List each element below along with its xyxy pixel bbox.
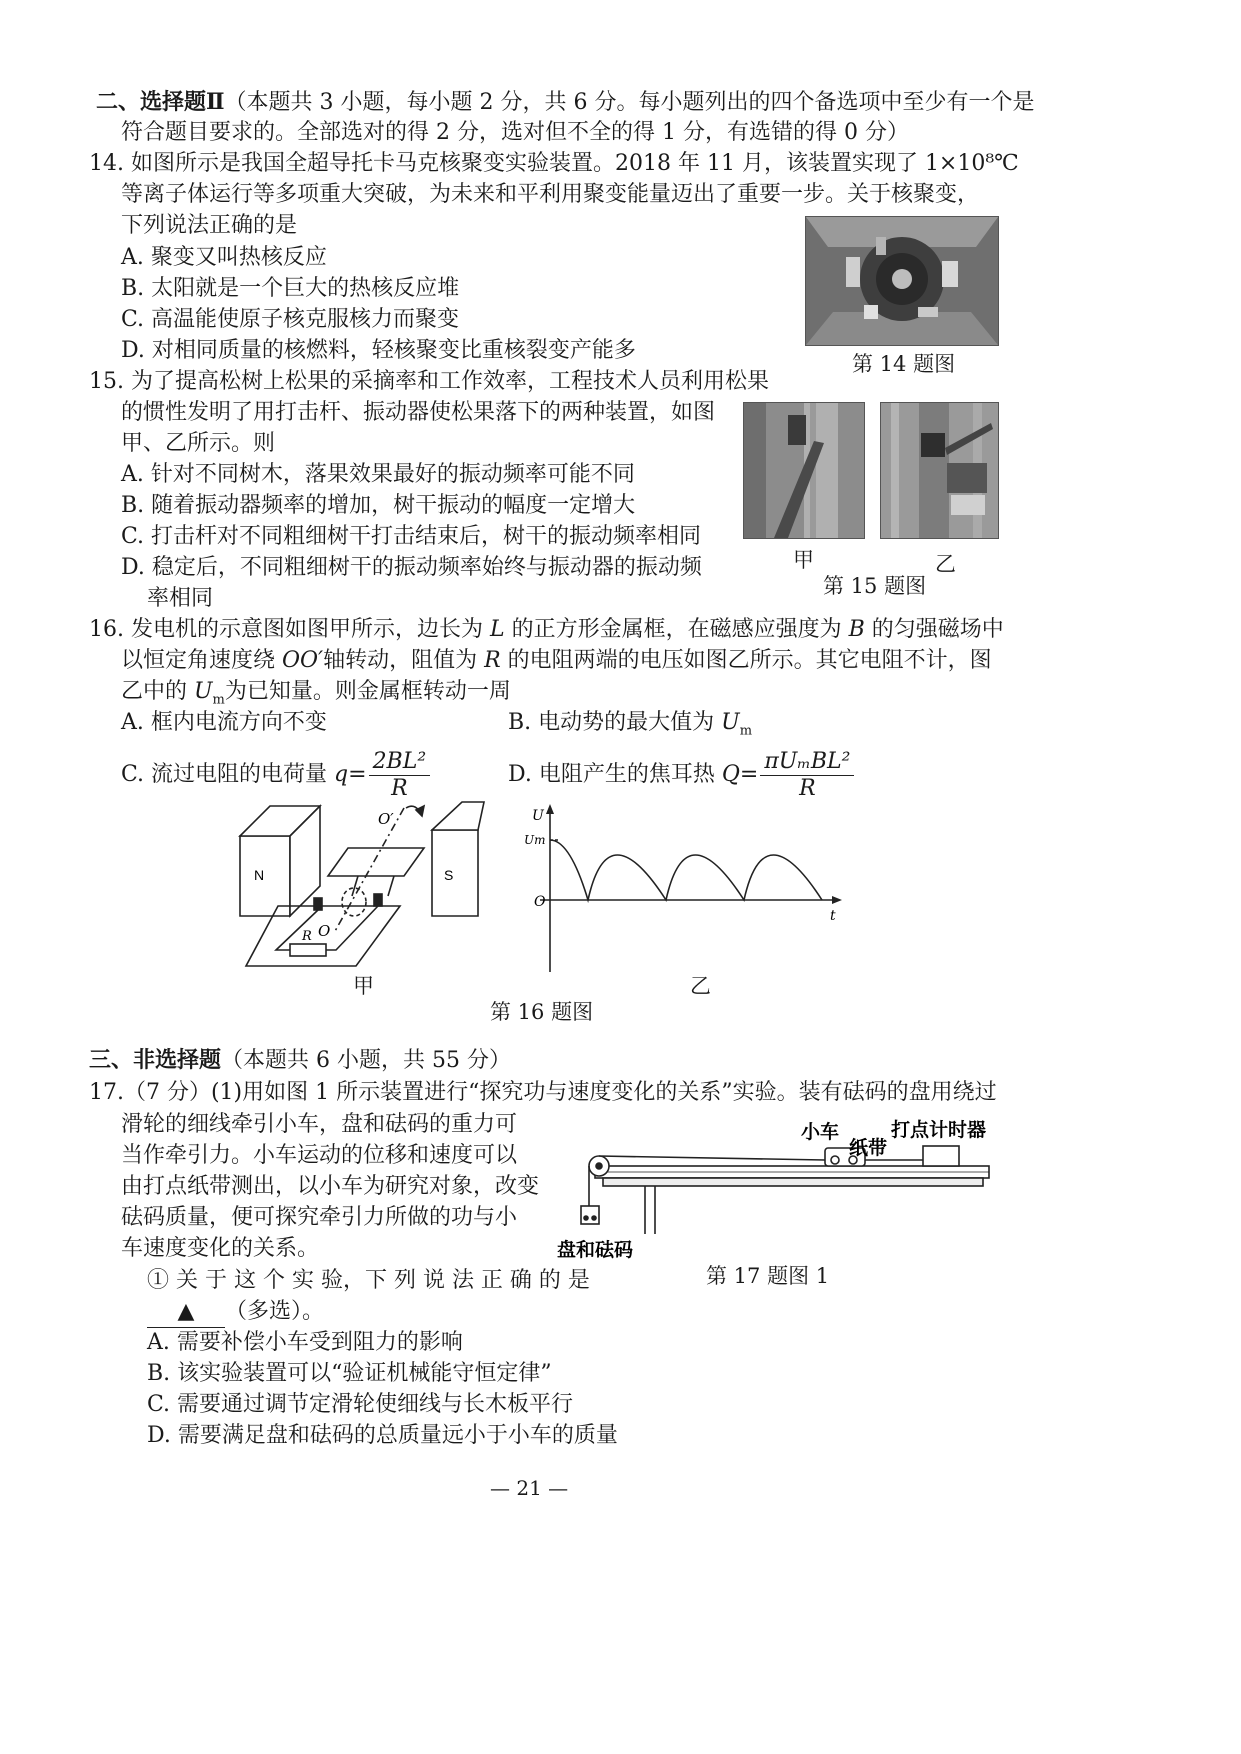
q16-fig-label-S: S: [444, 867, 454, 883]
q16-option-c-fraction: [369, 749, 431, 802]
q16-option-d: D. 电阻产生的焦耳热 Q= $\frac{\text{πUₘBL²}}{R}$: [508, 747, 856, 803]
q15-option-d-2: 率相同: [147, 586, 214, 611]
section-2-heading: [96, 87, 1035, 118]
q14-stem-2: 等离子体运行等多项重大突破，为未来和平利用聚变能量迈出了重要一步。关于核聚变，: [121, 182, 980, 207]
q14-option-d: D. 对相同质量的核燃料，轻核聚变比重核裂变产能多: [121, 338, 636, 363]
q16-option-b-U: U: [721, 710, 740, 735]
q14-caption: 第 14 题图: [852, 352, 956, 376]
q16-option-b-U-sub: m: [739, 723, 753, 739]
q15-label-yi: 乙: [935, 552, 956, 576]
q16-stem-1-b: 的正方形金属框，在磁感应强度为: [504, 617, 849, 642]
q16-stem-2-b: 轴转动，阻值为: [323, 648, 485, 673]
q17-stem-6: 车速度变化的关系。: [121, 1236, 320, 1261]
q16-fig-label-N: N: [254, 867, 265, 883]
q17-apparatus-diagram: [555, 1110, 1005, 1270]
q16-stem-3-a: 乙中的: [121, 679, 194, 704]
q16-option-c: C. 流过电阻的电荷量 q= $\frac{\text{2BL²}}{R}$: [121, 747, 432, 803]
q17-sub-1-tail: （多选）。: [225, 1299, 325, 1324]
q14-option-a: A. 聚变又叫热核反应: [121, 245, 327, 270]
q16-option-c-lhs: q: [334, 762, 349, 787]
q16-fig-label-O-prime: O′: [378, 810, 394, 828]
q16-var-U-sub: m: [212, 692, 225, 708]
graph-label-Um: Um: [524, 833, 546, 847]
section-2-title: 二、选择题Ⅱ: [96, 89, 225, 115]
q16-voltage-graph: [520, 800, 850, 980]
q15-option-a: A. 针对不同树木，落果效果最好的振动频率可能不同: [121, 462, 635, 487]
q16-var-R: R: [484, 648, 501, 673]
q15-caption: 第 15 题图: [823, 574, 927, 598]
q16-option-d-lhs: Q: [721, 762, 740, 787]
q16-caption: 第 16 题图: [490, 1000, 594, 1024]
q17-option-b: B. 该实验装置可以“验证机械能守恒定律”: [147, 1361, 552, 1386]
q14-tokamak-photo: [805, 216, 999, 346]
q16-fig-label-R: R: [302, 929, 312, 944]
q16-fig-label-O: O: [318, 922, 331, 940]
q16-stem-2: [121, 646, 992, 676]
section-2-intro-2: 符合题目要求的。全部选对的得 2 分，选对但不全的得 1 分，有选错的得 0 分）: [121, 120, 909, 145]
q16-option-a: A. 框内电流方向不变: [121, 710, 327, 735]
q16-option-b: [508, 708, 752, 746]
graph-rectified-sine: [550, 840, 822, 900]
q17-answer-blank[interactable]: ▲: [147, 1297, 225, 1328]
q16-option-b-text: B. 电动势的最大值为: [508, 710, 722, 735]
q16-generator-diagram: [236, 798, 486, 998]
graph-label-t: t: [830, 908, 836, 924]
q17-fig-label-timer: 打点计时器: [891, 1120, 987, 1141]
q16-option-d-denominator: R: [799, 775, 816, 801]
q16-option-c-numerator: 2BL²: [369, 749, 431, 776]
q15-stem-1: 15. 为了提高松树上松果的采摘率和工作效率，工程技术人员利用松果: [89, 369, 769, 394]
q16-stem-2-a: 以恒定角速度绕: [121, 648, 282, 673]
q16-stem-2-c: 的电阻两端的电压如图乙所示。其它电阻不计，图: [500, 648, 992, 673]
q15-photo-jia: [743, 402, 865, 539]
q16-fig-yi-label: 乙: [690, 974, 711, 998]
q14-stem-1: 14. 如图所示是我国全超导托卡马克核聚变实验装置。2018 年 11 月，该装置实现了 1×10⁸℃: [89, 151, 1019, 176]
q17-option-a: A. 需要补偿小车受到阻力的影响: [147, 1330, 463, 1355]
q16-stem-1-a: 16. 发电机的示意图如图甲所示，边长为: [89, 617, 490, 642]
q16-option-d-text: D. 电阻产生的焦耳热: [508, 762, 722, 787]
q17-sub-1-answer: [147, 1297, 324, 1328]
q16-option-c-text: C. 流过电阻的电荷量: [121, 762, 335, 787]
q16-stem-3-b: 为已知量。则金属框转动一周: [224, 679, 511, 704]
q17-option-d: D. 需要满足盘和砝码的总质量远小于小车的质量: [147, 1423, 618, 1448]
q16-stem-1: [89, 615, 1004, 645]
q16-stem-1-c: 的匀强磁场中: [864, 617, 1004, 642]
q16-var-B: B: [848, 617, 865, 642]
q17-stem-4: 由打点纸带测出，以小车为研究对象，改变: [121, 1174, 540, 1199]
q17-sub-1: ① 关 于 这 个 实 验，下 列 说 法 正 确 的 是: [147, 1268, 590, 1293]
q17-option-c: C. 需要通过调节定滑轮使细线与长木板平行: [147, 1392, 574, 1417]
q15-option-b: B. 随着振动器频率的增加，树干振动的幅度一定增大: [121, 493, 636, 518]
q16-option-c-denominator: R: [391, 775, 408, 801]
q14-stem-3: 下列说法正确的是: [121, 213, 298, 238]
q15-label-jia: 甲: [793, 548, 814, 572]
graph-label-U: U: [532, 808, 544, 824]
q16-var-axis: OO′: [282, 648, 324, 673]
q16-option-d-fraction: [760, 749, 854, 802]
q17-caption: 第 17 题图 1: [706, 1264, 830, 1288]
page-number: — 21 —: [490, 1476, 569, 1500]
q17-stem-3: 当作牵引力。小车运动的位移和速度可以: [121, 1143, 518, 1168]
q15-stem-2: 的惯性发明了用打击杆、振动器使松果落下的两种装置，如图: [121, 400, 716, 425]
q17-stem-5: 砝码质量，便可探究牵引力所做的功与小: [121, 1205, 518, 1230]
section-3-title: 三、非选择题: [89, 1047, 222, 1073]
graph-label-O: O: [534, 894, 546, 910]
q17-stem-1: 17.（7 分）(1)用如图 1 所示装置进行“探究功与速度变化的关系”实验。装有砝码的盘用绕过: [89, 1080, 997, 1105]
q16-var-L: L: [489, 617, 505, 642]
q16-fig-jia-label: 甲: [353, 974, 374, 998]
section-3-intro: （本题共 6 小题，共 55 分）: [221, 1048, 511, 1073]
q15-photo-yi: [880, 402, 999, 539]
q16-option-d-numerator: πUₘBL²: [760, 749, 854, 776]
q17-fig-label-tape: 纸带: [849, 1138, 888, 1159]
q15-stem-3: 甲、乙所示。则: [121, 431, 276, 456]
q17-fig-label-car: 小车: [801, 1122, 840, 1143]
q14-option-b: B. 太阳就是一个巨大的热核反应堆: [121, 276, 460, 301]
q14-option-c: C. 高温能使原子核克服核力而聚变: [121, 307, 460, 332]
q15-option-d-1: D. 稳定后，不同粗细树干的振动频率始终与振动器的振动频: [121, 555, 702, 580]
section-2-intro-1: （本题共 3 小题，每小题 2 分，共 6 分。每小题列出的四个备选项中至少有一个是: [224, 90, 1035, 115]
q16-var-U: U: [194, 679, 213, 704]
q15-option-c: C. 打击杆对不同粗细树干打击结束后，树干的振动频率相同: [121, 524, 702, 549]
section-3-heading: [89, 1045, 511, 1076]
q17-stem-2: 滑轮的细线牵引小车，盘和砝码的重力可: [121, 1112, 518, 1137]
q17-fig-label-pan: 盘和砝码: [557, 1240, 634, 1261]
